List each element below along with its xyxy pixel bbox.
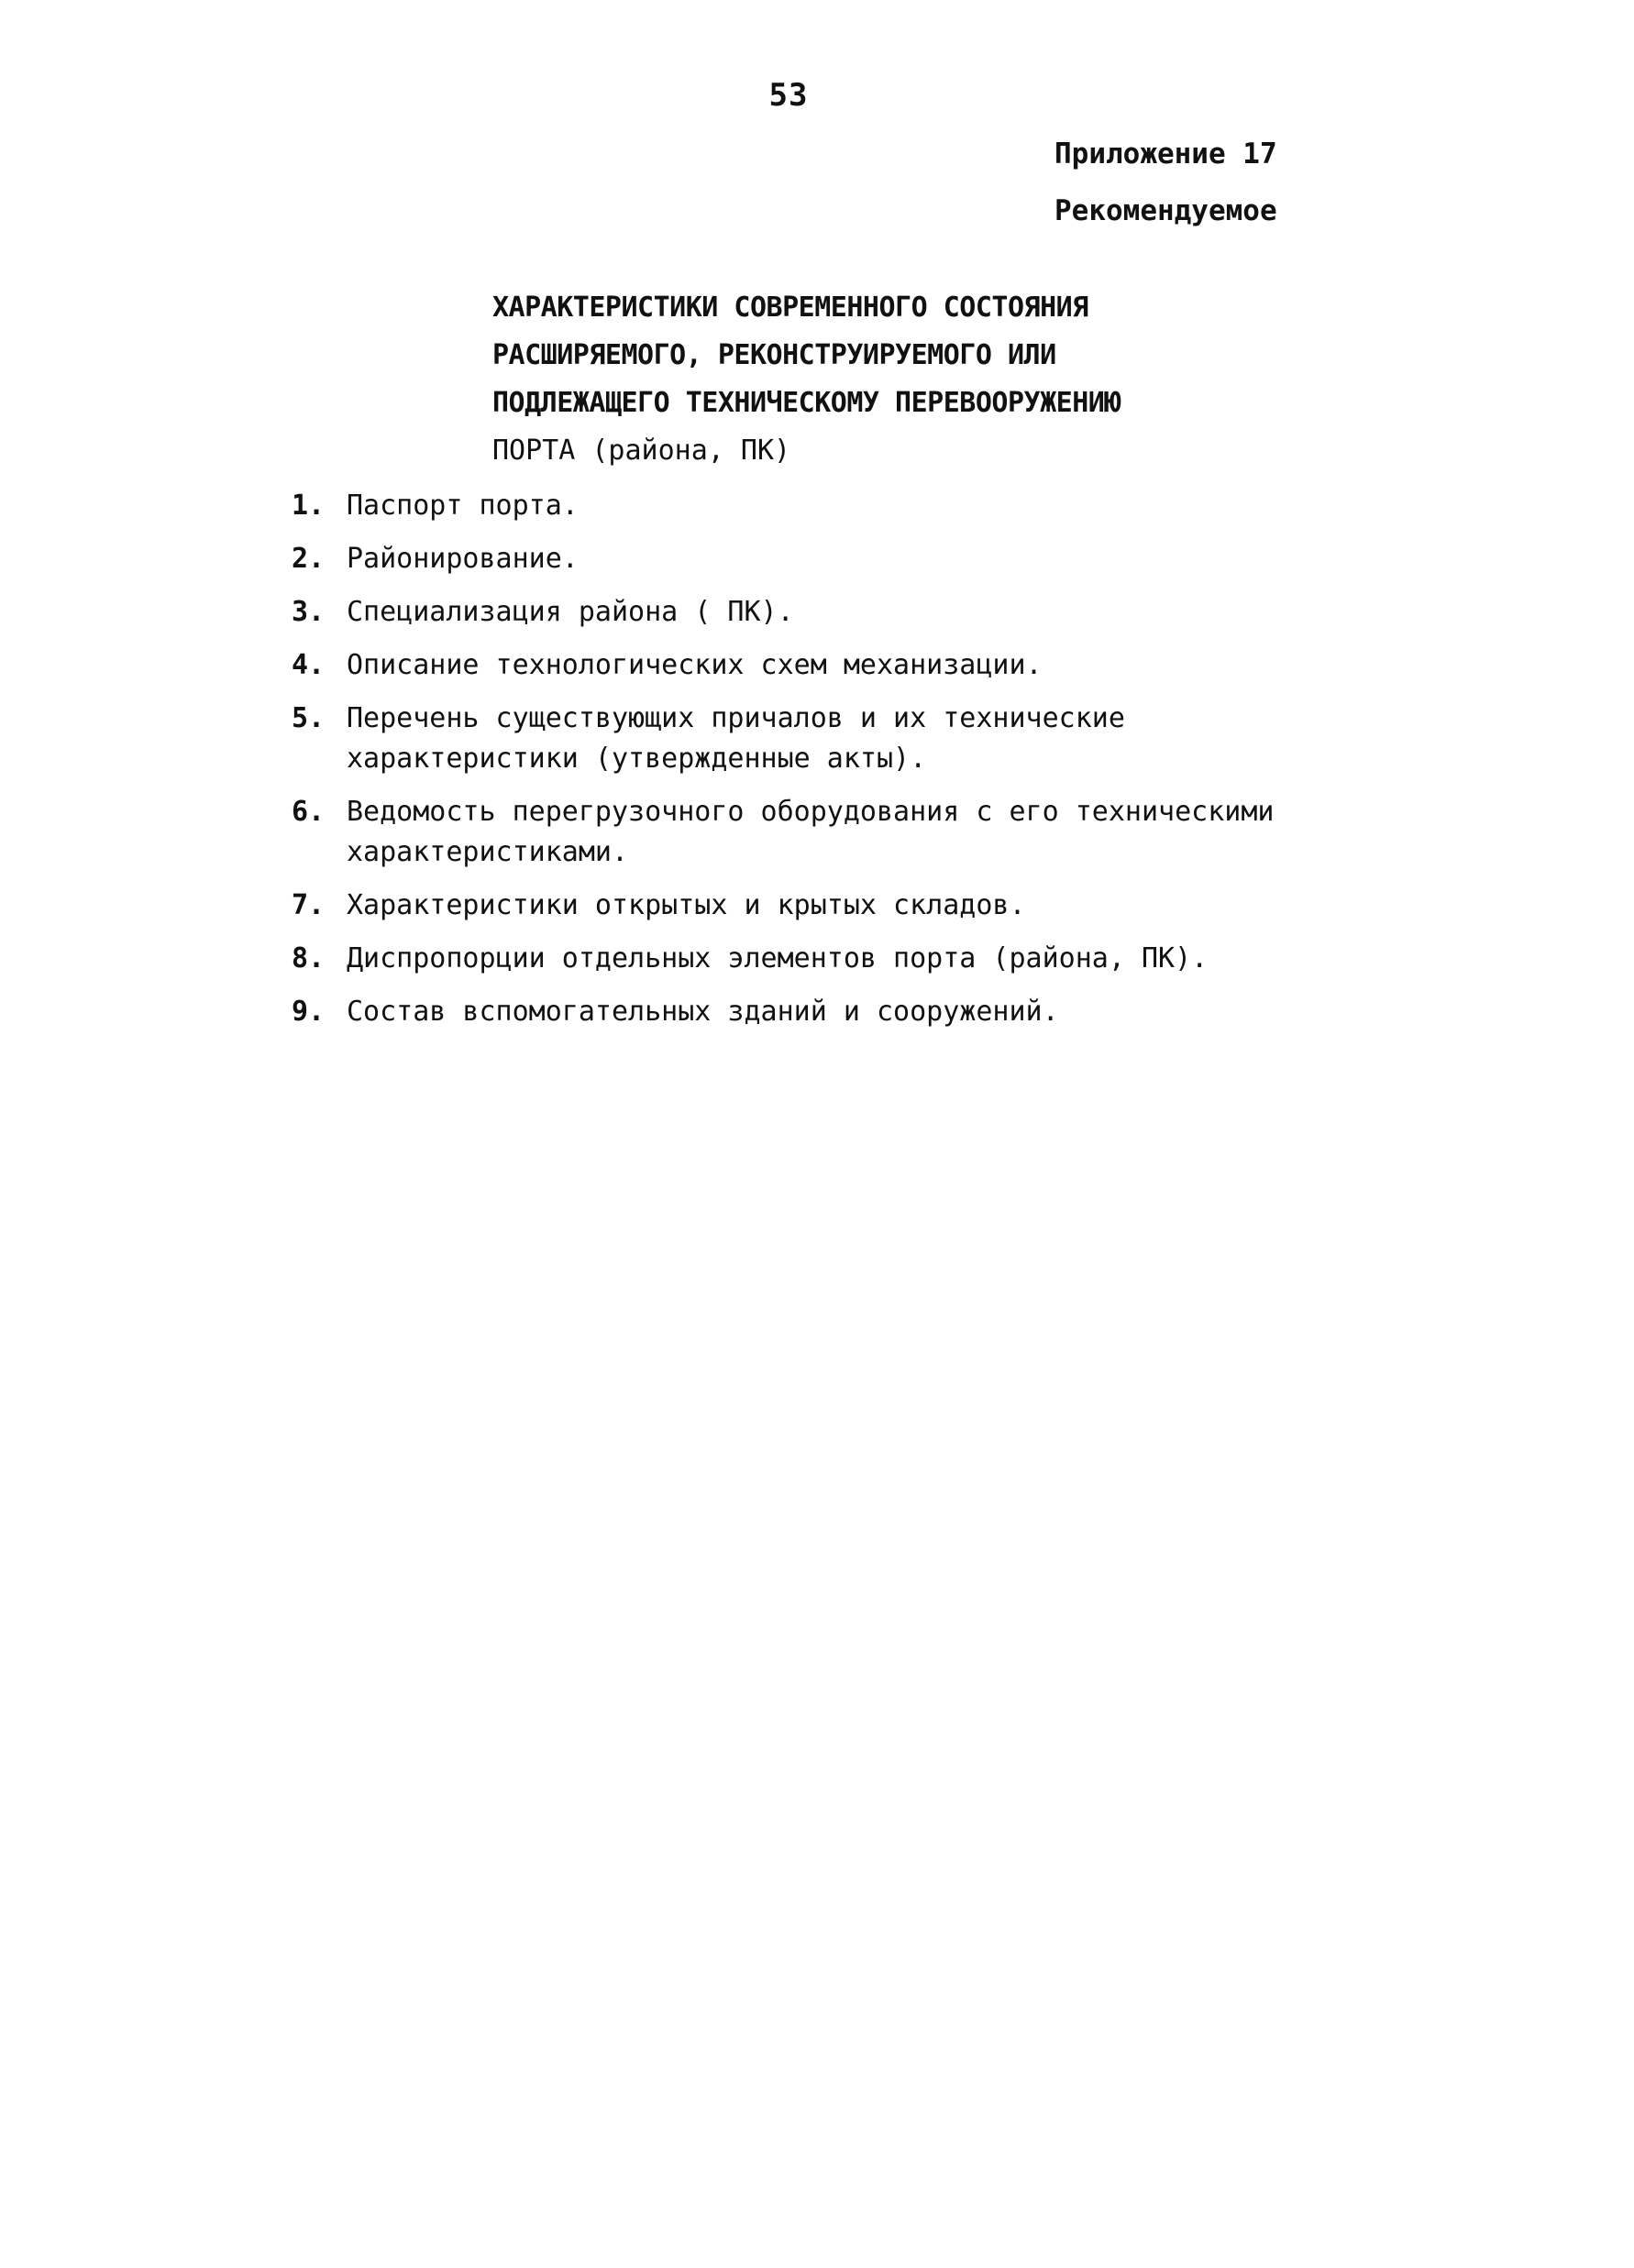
list-item-number: 4. [292, 649, 326, 681]
title-line: ПОРТА (района, ПК) [492, 435, 791, 467]
list-item-text: Описание технологических схем механизации. [347, 649, 1043, 681]
title-line: РАСШИРЯЕМОГО, РЕКОНСТРУИРУЕМОГО ИЛИ [492, 339, 1056, 371]
list-item [292, 792, 1319, 873]
list-item-number: 3. [292, 596, 326, 628]
document-title [492, 284, 1121, 475]
list-item [292, 939, 1319, 979]
appendix-header [1054, 136, 1277, 230]
appendix-label: Приложение 17 [1054, 138, 1277, 171]
list-item [292, 592, 1319, 633]
list-item-text: Специализация района ( ПК). [347, 596, 794, 628]
title-line: ПОДЛЕЖАЩЕГО ТЕХНИЧЕСКОМУ ПЕРЕВООРУЖЕНИЮ [492, 387, 1121, 419]
list-item-text: Районирование. [347, 543, 579, 575]
list-item [292, 992, 1319, 1032]
list-item-number: 6. [292, 796, 326, 828]
list-item-text: Состав вспомогательных зданий и сооружений. [347, 996, 1059, 1028]
title-line: ХАРАКТЕРИСТИКИ СОВРЕМЕННОГО СОСТОЯНИЯ [492, 292, 1088, 324]
list-item [292, 486, 1319, 526]
list-item-number: 8. [292, 942, 326, 974]
list-item-text: Диспропорции отдельных элементов порта (района, ПК). [347, 942, 1209, 974]
appendix-status: Рекомендуемое [1054, 194, 1277, 228]
contents-list [292, 486, 1319, 1045]
list-item-text: Паспорт порта. [347, 490, 579, 522]
list-item-number: 2. [292, 543, 326, 575]
list-item [292, 699, 1319, 779]
list-item-number: 5. [292, 702, 326, 734]
list-item-number: 9. [292, 996, 326, 1028]
list-item-text: Характеристики открытых и крытых складов. [347, 889, 1026, 921]
list-item-number: 7. [292, 889, 326, 921]
list-item [292, 539, 1319, 579]
list-item [292, 886, 1319, 926]
list-item-number: 1. [292, 490, 326, 522]
list-item-text: Ведомость перегрузочного оборудования с его техническими характеристиками. [347, 796, 1275, 868]
page-number: 53 [768, 77, 809, 114]
list-item-text: Перечень существующих причалов и их технические характеристики (утвержденные акты). [347, 702, 1125, 775]
list-item [292, 645, 1319, 686]
